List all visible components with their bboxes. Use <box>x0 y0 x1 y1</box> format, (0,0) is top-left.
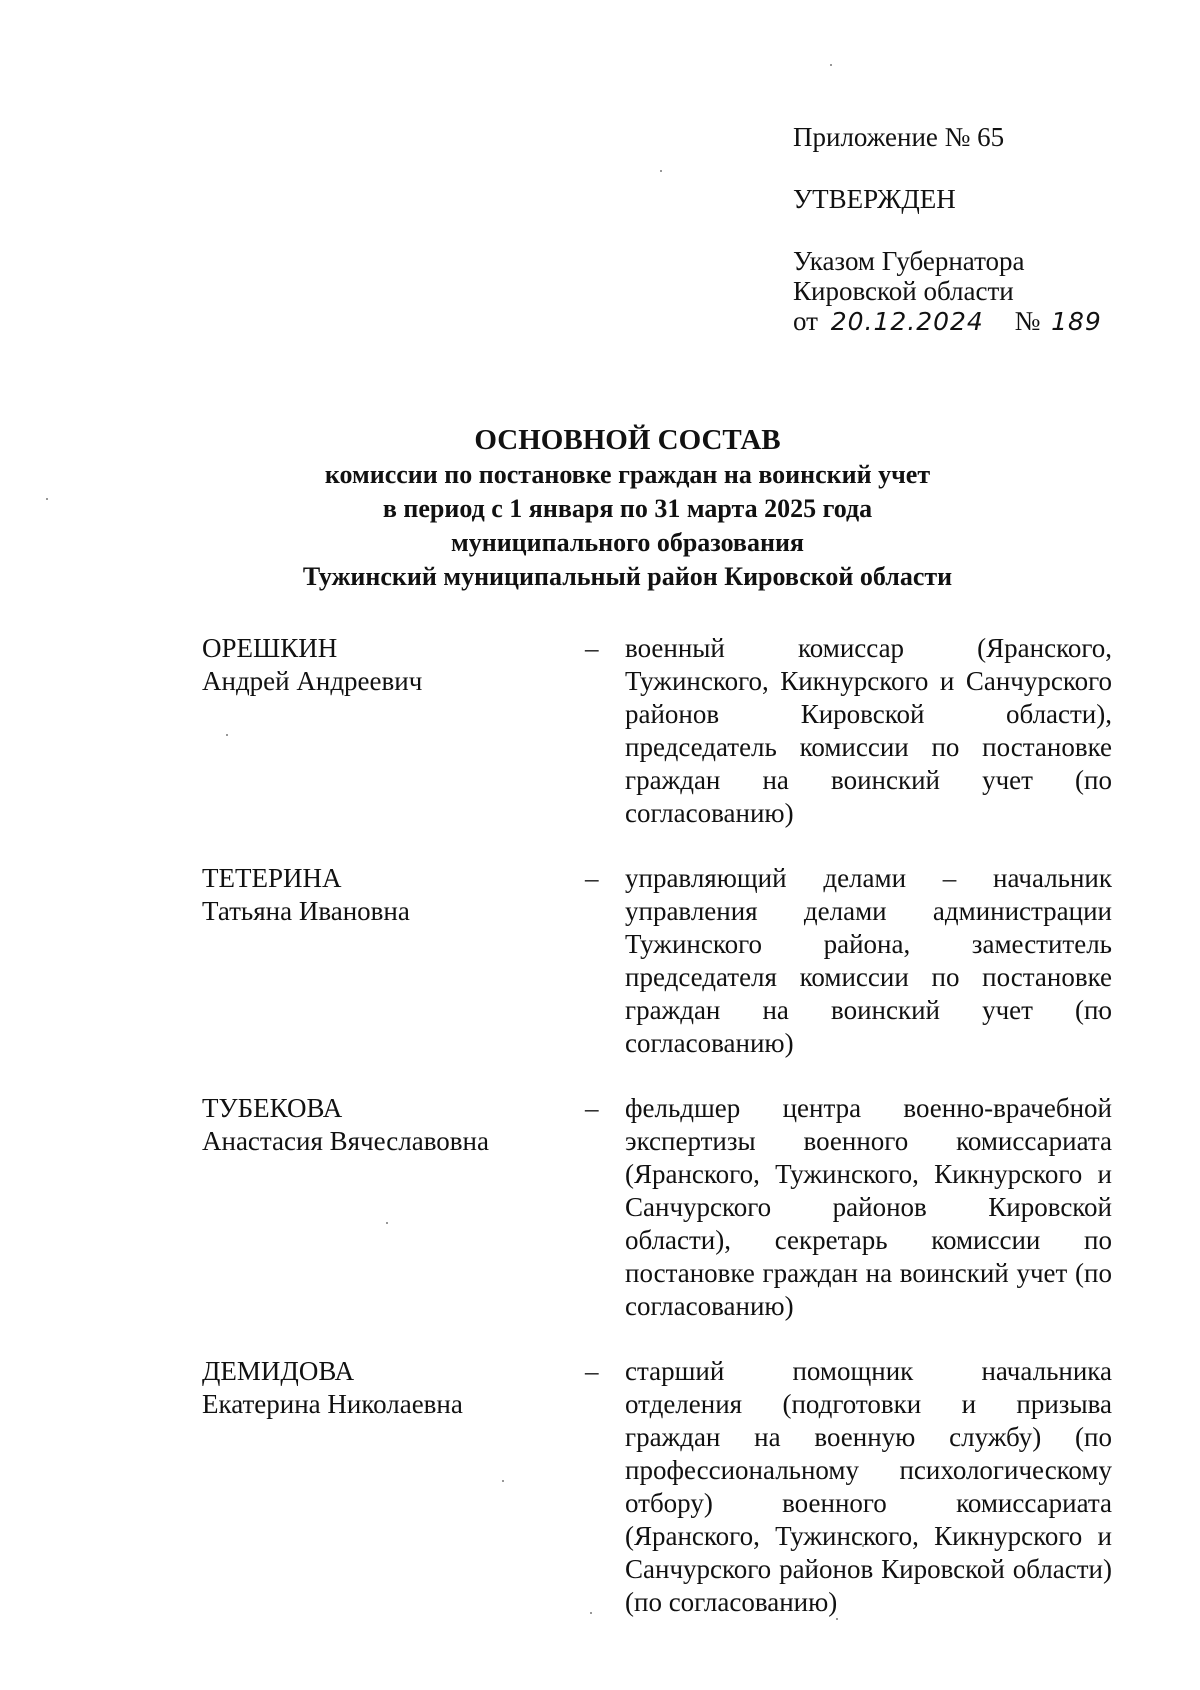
member-dash: – <box>585 633 599 663</box>
member-role: военный комиссар (Яранского, Тужинского, Кикнурского и Санчурского районов Кировской области), председатель комиссии по постановке граждан на воинский учет (по согласованию) <box>625 633 1112 828</box>
decree-line-2: Кировской области <box>793 276 1014 306</box>
date-prefix: от <box>793 306 818 336</box>
member-given-names: Татьяна Ивановна <box>202 896 410 926</box>
handwritten-date: 20.12.2024 <box>830 307 984 336</box>
member-name <box>202 862 585 1060</box>
member-surname: ТЕТЕРИНА <box>202 863 342 893</box>
member-entry <box>202 862 1112 1060</box>
member-given-names: Анастасия Вячеславовна <box>202 1126 489 1156</box>
title-line-1: комиссии по постановке граждан на воинский учет <box>324 460 931 489</box>
member-surname: ТУБЕКОВА <box>202 1093 343 1123</box>
scan-speck <box>830 64 832 66</box>
annex-number: Приложение № 65 <box>793 122 1005 152</box>
member-entry <box>202 1355 1112 1619</box>
member-name <box>202 1355 585 1619</box>
member-name <box>202 1092 585 1323</box>
member-given-names: Екатерина Николаевна <box>202 1389 463 1419</box>
member-entry <box>202 632 1112 830</box>
member-dash: – <box>585 1093 599 1123</box>
member-dash: – <box>585 863 599 893</box>
member-surname: ОРЕШКИН <box>202 633 338 663</box>
approved-label: УТВЕРЖДЕН <box>793 184 956 214</box>
title-line-4: Тужинский муниципальный район Кировской области <box>302 562 953 591</box>
decree-date-line <box>793 306 1102 337</box>
handwritten-number: 189 <box>1051 307 1102 336</box>
member-entry <box>202 1092 1112 1323</box>
document-title <box>0 422 1200 594</box>
approval-stamp-block <box>793 122 1102 337</box>
commission-members-list <box>202 632 1112 1619</box>
member-name <box>202 632 585 830</box>
member-role: фельдшер центра военно-врачебной экспертизы военного комиссариата (Яранского, Тужинского, Кикнурского и Санчурского районов Кировской области), секретарь комиссии по постановке граждан на воинский учет (по согласованию) <box>625 1093 1112 1321</box>
decree-line-1: Указом Губернатора <box>793 246 1025 276</box>
member-dash: – <box>585 1356 599 1386</box>
number-prefix: № <box>1014 306 1041 336</box>
member-role: старший помощник начальника отделения (подготовки и призыва граждан на военную службу) (по профессиональному психологическому отбору) военного комиссариата (Яранского, Тужинского, Кикнурского и Санчурского районов Кировской области) (по согласованию) <box>625 1356 1112 1617</box>
member-role: управляющий делами – начальник управления делами администрации Тужинского района, заместитель председателя комиссии по постановке граждан на воинский учет (по согласованию) <box>625 863 1112 1058</box>
member-surname: ДЕМИДОВА <box>202 1356 355 1386</box>
title-main: ОСНОВНОЙ СОСТАВ <box>474 424 781 456</box>
title-line-2: в период с 1 января по 31 марта 2025 года <box>382 494 873 523</box>
scan-speck <box>660 170 662 172</box>
title-line-3: муниципального образования <box>451 528 804 557</box>
member-given-names: Андрей Андреевич <box>202 666 423 696</box>
